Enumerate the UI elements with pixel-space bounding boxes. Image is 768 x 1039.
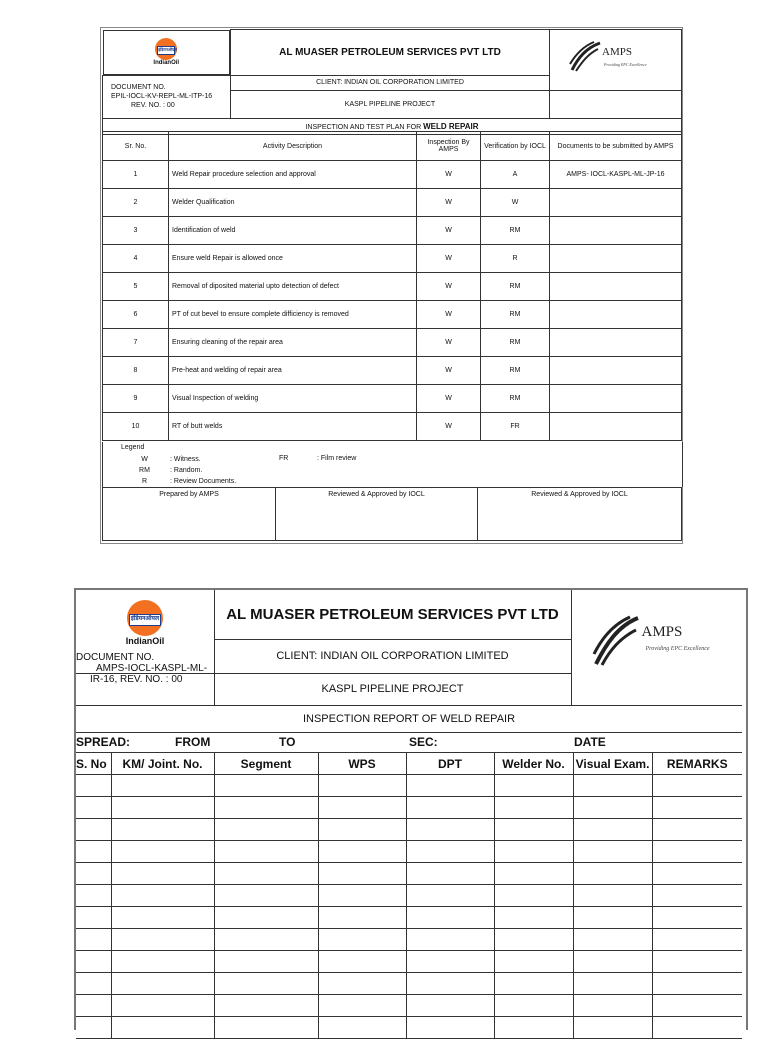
header-welder-no: Welder No. — [494, 753, 573, 775]
table-row — [103, 161, 682, 189]
blank-cell — [573, 995, 652, 1017]
table-row — [103, 329, 682, 357]
row-documents — [550, 357, 682, 385]
to-label: TO — [279, 735, 296, 749]
row-sr-no: 4 — [103, 245, 169, 273]
blank-cell — [494, 841, 573, 863]
row-inspection: W — [417, 385, 481, 413]
row-inspection: W — [417, 329, 481, 357]
blank-cell — [111, 995, 214, 1017]
blank-cell — [652, 797, 742, 819]
blank-cell — [318, 819, 406, 841]
blank-cell — [318, 907, 406, 929]
report-grid-table — [76, 752, 742, 1039]
blank-cell — [652, 951, 742, 973]
row-inspection: W — [417, 357, 481, 385]
blank-cell — [111, 819, 214, 841]
table-row — [76, 841, 742, 863]
table-row — [103, 245, 682, 273]
row-inspection: W — [417, 189, 481, 217]
row-documents — [550, 413, 682, 441]
blank-cell — [406, 841, 494, 863]
row-verification: A — [481, 161, 550, 189]
prepared-by: Prepared by AMPS — [103, 488, 276, 541]
project-name: KASPL PIPELINE PROJECT — [214, 673, 571, 705]
row-activity: Welder Qualification — [169, 189, 417, 217]
table-row — [76, 819, 742, 841]
row-inspection: W — [417, 301, 481, 329]
blank-cell — [406, 819, 494, 841]
indianoil-logo-cell — [103, 30, 231, 75]
reviewed-by-2: Reviewed & Approved by IOCL — [478, 488, 682, 541]
blank-cell — [76, 951, 111, 973]
document-number-line1: AMPS-IOCL-KASPL-ML- — [96, 663, 208, 674]
table-row — [76, 775, 742, 797]
blank-cell — [111, 1017, 214, 1039]
table-row — [76, 1017, 742, 1039]
blank-cell — [652, 863, 742, 885]
blank-cell — [494, 1017, 573, 1039]
row-inspection: W — [417, 413, 481, 441]
row-activity: RT of butt welds — [169, 413, 417, 441]
blank-cell — [76, 907, 111, 929]
spread-label: SPREAD: — [76, 735, 131, 749]
table-row — [76, 951, 742, 973]
blank-cell — [573, 929, 652, 951]
blank-cell — [318, 929, 406, 951]
legend-title: Legend — [121, 444, 145, 451]
blank-cell — [406, 995, 494, 1017]
row-documents — [550, 189, 682, 217]
indianoil-logo: इंडियनऑयल — [127, 600, 163, 636]
document-number-block — [76, 652, 214, 685]
legend-items — [119, 454, 269, 487]
blank-cell — [652, 819, 742, 841]
blank-cell — [214, 1017, 318, 1039]
blank-cell — [406, 951, 494, 973]
table-row — [103, 273, 682, 301]
signoff-table — [102, 487, 682, 541]
indianoil-logo-text: IndianOil — [125, 636, 165, 646]
legend-desc: : Witness. — [170, 456, 201, 463]
blank-cell — [406, 907, 494, 929]
row-verification: RM — [481, 301, 550, 329]
blank-cell — [573, 775, 652, 797]
blank-cell — [318, 797, 406, 819]
blank-cell — [214, 885, 318, 907]
client-name: CLIENT: INDIAN OIL CORPORATION LIMITED — [231, 75, 550, 90]
blank-cell — [111, 929, 214, 951]
report-meta-row — [76, 732, 742, 753]
blank-cell — [111, 973, 214, 995]
blank-cell — [318, 885, 406, 907]
blank-cell — [318, 973, 406, 995]
blank-cell — [76, 841, 111, 863]
blank-cell — [494, 797, 573, 819]
row-documents — [550, 329, 682, 357]
blank-cell — [76, 819, 111, 841]
row-activity: Pre-heat and welding of repair area — [169, 357, 417, 385]
header-wps: WPS — [318, 753, 406, 775]
indianoil-logo: इंडियनऑयल — [155, 38, 177, 60]
blank-cell — [494, 863, 573, 885]
from-label: FROM — [175, 735, 211, 749]
blank-cell — [652, 885, 742, 907]
blank-cell — [573, 819, 652, 841]
table-row — [103, 217, 682, 245]
table-row — [103, 385, 682, 413]
row-documents — [550, 385, 682, 413]
row-activity: Ensuring cleaning of the repair area — [169, 329, 417, 357]
itp-header-table — [102, 29, 682, 135]
date-label: DATE — [574, 735, 606, 749]
header-dpt: DPT — [406, 753, 494, 775]
legend-desc: : Review Documents. — [170, 478, 237, 485]
blank-cell — [76, 1017, 111, 1039]
itp-rows — [103, 161, 682, 441]
blank-cell — [214, 797, 318, 819]
blank-cell — [111, 863, 214, 885]
blank-cell — [76, 885, 111, 907]
row-verification: RM — [481, 329, 550, 357]
table-row — [76, 995, 742, 1017]
blank-cell — [494, 885, 573, 907]
amps-logo-word: AMPS — [641, 624, 683, 640]
row-activity: Identification of weld — [169, 217, 417, 245]
row-sr-no: 1 — [103, 161, 169, 189]
blank-cell — [573, 973, 652, 995]
blank-cell — [573, 863, 652, 885]
blank-cell — [494, 775, 573, 797]
table-header-row — [103, 132, 682, 161]
row-sr-no: 9 — [103, 385, 169, 413]
blank-cell — [494, 929, 573, 951]
table-row — [103, 413, 682, 441]
header-s-no: S. No — [76, 753, 111, 775]
plan-title-prefix: INSPECTION AND TEST PLAN FOR — [305, 123, 424, 131]
blank-cell — [111, 775, 214, 797]
blank-cell — [406, 1017, 494, 1039]
client-name: CLIENT: INDIAN OIL CORPORATION LIMITED — [214, 639, 571, 673]
row-documents — [550, 273, 682, 301]
header-km-joint: KM/ Joint. No. — [111, 753, 214, 775]
header-segment: Segment — [214, 753, 318, 775]
report-header-table — [76, 590, 742, 733]
row-activity: Visual Inspection of welding — [169, 385, 417, 413]
blank-cell — [76, 775, 111, 797]
document-number-line2: IR-16, REV. NO. : 00 — [90, 674, 183, 685]
blank-cell — [652, 907, 742, 929]
blank-cell — [318, 995, 406, 1017]
table-row — [76, 907, 742, 929]
empty-cell — [550, 90, 682, 118]
blank-cell — [573, 797, 652, 819]
table-row — [76, 973, 742, 995]
legend-desc-fr: : Film review — [317, 455, 357, 462]
row-documents: AMPS- IOCL-KASPL-ML-JP-16 — [550, 161, 682, 189]
blank-cell — [318, 841, 406, 863]
blank-cell — [111, 841, 214, 863]
blank-cell — [214, 973, 318, 995]
row-verification: RM — [481, 357, 550, 385]
blank-cell — [318, 775, 406, 797]
row-activity: PT of cut bevel to ensure complete difficiency is removed — [169, 301, 417, 329]
row-sr-no: 8 — [103, 357, 169, 385]
blank-cell — [76, 797, 111, 819]
table-row — [103, 301, 682, 329]
row-verification: FR — [481, 413, 550, 441]
header-inspection: Inspection By AMPS — [417, 132, 481, 161]
blank-cell — [111, 797, 214, 819]
blank-cell — [652, 995, 742, 1017]
blank-cell — [214, 907, 318, 929]
amps-logo-cell — [550, 30, 682, 91]
blank-cell — [76, 995, 111, 1017]
header-sr-no: Sr. No. — [103, 132, 169, 161]
blank-cell — [494, 819, 573, 841]
blank-cell — [214, 841, 318, 863]
blank-cell — [214, 951, 318, 973]
row-sr-no: 3 — [103, 217, 169, 245]
blank-cell — [214, 819, 318, 841]
row-sr-no: 6 — [103, 301, 169, 329]
table-row — [76, 929, 742, 951]
document-number-label: DOCUMENT NO. — [111, 84, 166, 91]
document-number: EPIL-IOCL-KV-REPL-ML-ITP-16 — [111, 93, 213, 100]
header-visual-exam: Visual Exam. — [573, 753, 652, 775]
row-verification: RM — [481, 273, 550, 301]
blank-cell — [652, 1017, 742, 1039]
blank-cell — [406, 797, 494, 819]
blank-cell — [406, 863, 494, 885]
header-verification: Verification by IOCL — [481, 132, 550, 161]
row-activity: Removal of diposited material upto detection of defect — [169, 273, 417, 301]
amps-logo-word: AMPS — [602, 46, 632, 58]
blank-cell — [652, 973, 742, 995]
legend-code: RM — [139, 467, 150, 474]
row-verification: RM — [481, 217, 550, 245]
legend — [102, 442, 683, 487]
row-inspection: W — [417, 217, 481, 245]
row-activity: Weld Repair procedure selection and approval — [169, 161, 417, 189]
amps-logo-cell — [571, 590, 742, 705]
itp-activity-table — [102, 131, 682, 441]
row-inspection: W — [417, 245, 481, 273]
blank-cell — [406, 929, 494, 951]
reviewed-by-1: Reviewed & Approved by IOCL — [276, 488, 478, 541]
row-documents — [550, 301, 682, 329]
table-row — [76, 863, 742, 885]
company-name: AL MUASER PETROLEUM SERVICES PVT LTD — [231, 30, 550, 76]
blank-cell — [573, 841, 652, 863]
sec-label: SEC: — [409, 735, 438, 749]
amps-logo-tagline: Providing EPC Excellence — [604, 62, 647, 67]
blank-cell — [494, 973, 573, 995]
header-documents: Documents to be submitted by AMPS — [550, 132, 682, 161]
blank-cell — [214, 863, 318, 885]
document-number-cell — [103, 75, 231, 118]
row-activity: Ensure weld Repair is allowed once — [169, 245, 417, 273]
legend-desc: : Random. — [170, 467, 203, 474]
blank-cell — [76, 973, 111, 995]
revision-number: REV. NO. : 00 — [131, 102, 175, 109]
blank-cell — [111, 885, 214, 907]
inspection-test-plan-document — [100, 27, 683, 544]
blank-cell — [406, 973, 494, 995]
row-sr-no: 5 — [103, 273, 169, 301]
blank-cell — [214, 775, 318, 797]
blank-cell — [652, 841, 742, 863]
blank-cell — [652, 929, 742, 951]
row-sr-no: 2 — [103, 189, 169, 217]
table-row — [76, 797, 742, 819]
blank-cell — [111, 951, 214, 973]
header-remarks: REMARKS — [652, 753, 742, 775]
row-sr-no: 7 — [103, 329, 169, 357]
blank-cell — [652, 775, 742, 797]
amps-logo — [592, 614, 722, 674]
row-documents — [550, 245, 682, 273]
table-row — [76, 885, 742, 907]
row-documents — [550, 217, 682, 245]
blank-cell — [318, 863, 406, 885]
blank-cell — [76, 929, 111, 951]
row-verification: W — [481, 189, 550, 217]
legend-code: R — [141, 478, 148, 485]
plan-title-bold: WELD REPAIR — [423, 121, 479, 131]
blank-cell — [494, 951, 573, 973]
blank-cell — [76, 863, 111, 885]
blank-cell — [318, 951, 406, 973]
doc-id-cell — [76, 590, 214, 685]
document-number-label: DOCUMENT NO. — [76, 652, 155, 663]
blank-cell — [494, 907, 573, 929]
indianoil-logo-text: IndianOil — [153, 60, 180, 66]
row-inspection: W — [417, 161, 481, 189]
row-verification: R — [481, 245, 550, 273]
table-row — [103, 357, 682, 385]
blank-cell — [214, 929, 318, 951]
blank-cell — [573, 907, 652, 929]
blank-cell — [111, 907, 214, 929]
report-rows — [76, 775, 742, 1039]
amps-logo — [568, 40, 668, 80]
blank-cell — [406, 885, 494, 907]
report-title: INSPECTION REPORT OF WELD REPAIR — [76, 705, 742, 732]
amps-logo-tagline: Providing EPC Excellence — [645, 646, 710, 652]
report-header-row — [76, 753, 742, 775]
header-activity: Activity Description — [169, 132, 417, 161]
blank-cell — [214, 995, 318, 1017]
legend-code-fr: FR — [279, 455, 289, 462]
blank-cell — [573, 951, 652, 973]
blank-cell — [406, 775, 494, 797]
company-name: AL MUASER PETROLEUM SERVICES PVT LTD — [214, 590, 571, 639]
project-name: KASPL PIPELINE PROJECT — [231, 90, 550, 118]
row-inspection: W — [417, 273, 481, 301]
blank-cell — [494, 995, 573, 1017]
table-row — [103, 189, 682, 217]
inspection-report-document — [74, 588, 748, 1030]
blank-cell — [318, 1017, 406, 1039]
blank-cell — [573, 1017, 652, 1039]
row-sr-no: 10 — [103, 413, 169, 441]
legend-code: W — [141, 456, 148, 463]
blank-cell — [573, 885, 652, 907]
row-verification: RM — [481, 385, 550, 413]
